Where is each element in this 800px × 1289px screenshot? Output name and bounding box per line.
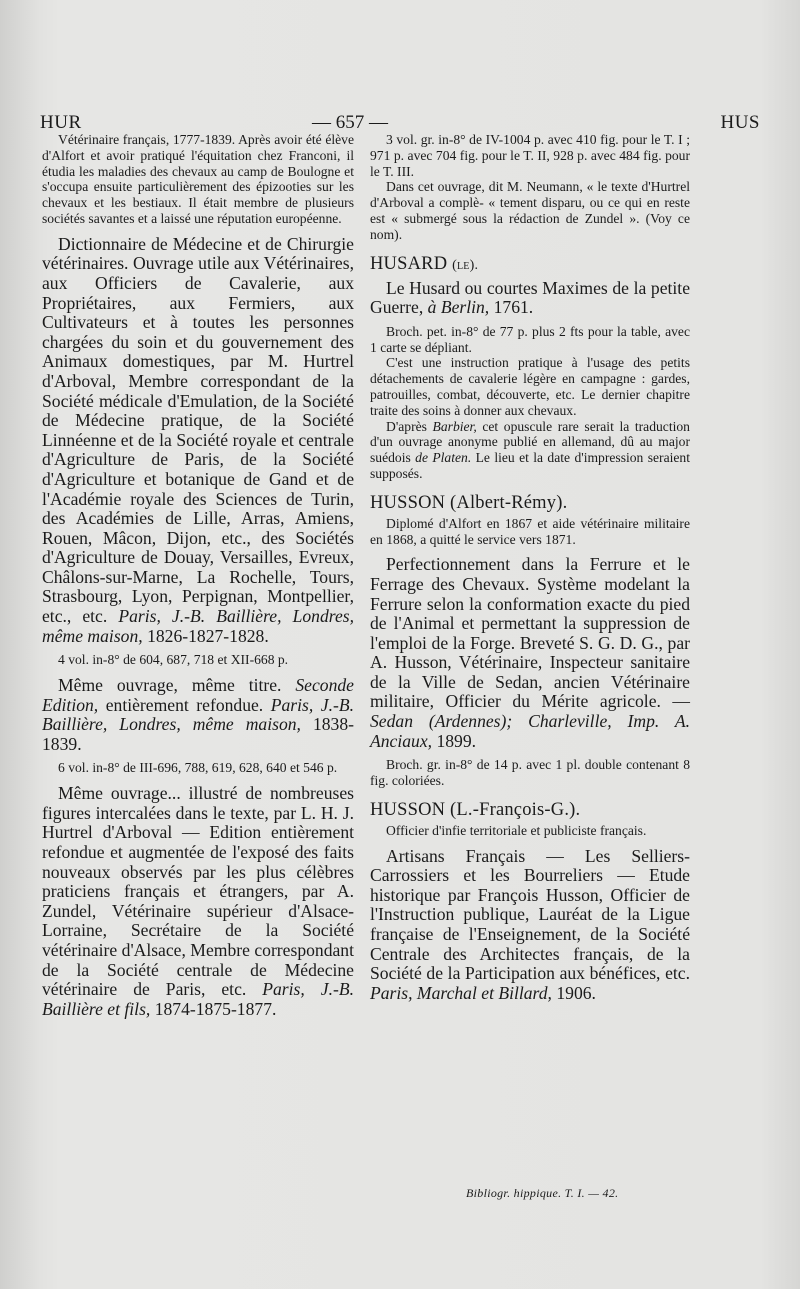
entry-illustre-publisher: Paris, J.-B. Baillière et fils, — [42, 979, 354, 1019]
entry-dictionnaire-description: 4 vol. in-8° de 604, 687, 718 et XII-668 p. — [58, 652, 289, 668]
right-column — [370, 132, 690, 1003]
entry-dictionnaire-years: 1826-1827-1828. — [142, 625, 269, 646]
hurtrel-biography: Vétérinaire français, 1777-1839. Après avoir été élève d'Alfort et avoir pratiqué l'équitation chez Franconi, il étudia les maladies des chevaux au camp de Boulogne et s'occupa ensuite particulièrement des épizooties sur les chevaux et les bestiaux. Il était membre de plusieurs sociétés savantes et a laissé une réputation européenne. — [42, 132, 354, 226]
entry-perfectionnement-year: 1899. — [432, 730, 477, 751]
entry-seconde-description: 6 vol. in-8° de III-696, 788, 619, 628, 640 et 546 p. — [58, 760, 338, 776]
entry-illustre-years: 1874-1875-1877. — [150, 998, 277, 1019]
entry-perfectionnement-title: Perfectionnement dans la Ferrure et le Ferrage des Chevaux. Système modelant la Ferrure selon la conformation exacte du pied de l'Animal et permettant la suppression de l'emploi de la Forge. Breveté S. G. D. G., par A. Husson, Vétérinaire, Inspecteur sanitaire de la Ville de Sedan, ancien Vétérinaire militaire, Officier du Mérite agricole. — — [370, 554, 690, 712]
husson-francois-biography: Officier d'infie territoriale et publiciste français. — [386, 822, 647, 838]
entry-husard-place: à Berlin, — [427, 297, 490, 318]
heading-husard-name: HUSARD — [370, 253, 448, 274]
header-right-guideword: HUS — [720, 112, 760, 133]
entry-seconde-edition-label: Seconde Edition, — [42, 675, 354, 715]
entry-seconde-edition — [42, 676, 354, 754]
left-column — [42, 132, 354, 1019]
husard-note-text-a: D'après — [386, 418, 433, 434]
entry-artisans-year: 1906. — [551, 982, 596, 1003]
heading-husard — [370, 253, 690, 277]
husard-note-author: Barbier, — [432, 418, 477, 434]
signature-footer: Bibliogr. hippique. T. I. — 42. — [466, 1186, 619, 1200]
entry-illustre-title: Même ouvrage... illustré de nombreuses figures intercalées dans le texte, par L. H. J. Hurtrel d'Arboval — Edition entièrement refondue et augmentée de l'exposé des faits nouveaux observés par les plus célèbres praticiens français et étrangers, par A. Zundel, Vétérinaire supérieur d'Alsace-Lorraine, Secrétaire de la Société vétérinaire d'Alsace, Membre correspondant de la Société centrale de Médecine vétérinaire de Paris, etc. — [42, 783, 354, 1000]
entry-illustre-description: 3 vol. gr. in-8° de IV-1004 p. avec 410 fig. pour le T. I ; 971 p. avec 704 fig. pour le T. II, 928 p. avec 484 fig. pour le T. III. — [370, 132, 690, 179]
header-left-guideword: HUR — [40, 112, 82, 133]
entry-artisans-title: Artisans Français — Les Selliers-Carrossiers et les Bourreliers — Etude historique par François Husson, Officier de l'Instruction publique, Lauréat de la Ligue française de l'Enseignement, de la Société Centrale des Architectes français, de la Société de la Participation aux bénéfices, etc. — [370, 845, 690, 984]
entry-seconde-title-cont: entièrement refondue. — [98, 694, 271, 715]
entry-perfectionnement-publisher: Sedan (Ardennes); Charleville, Imp. A. Anciaux, — [370, 711, 690, 751]
entry-artisans-francais — [370, 847, 690, 1004]
husard-note-barbier — [370, 419, 690, 482]
heading-husard-article: (le). — [452, 257, 479, 273]
entry-perfectionnement-description: Broch. gr. in-8° de 14 p. avec 1 pl. double contenant 8 fig. coloriées. — [370, 757, 690, 789]
entry-seconde-years: 1838-1839. — [42, 714, 354, 754]
entry-seconde-title: Même ouvrage, même titre. — [58, 675, 296, 696]
husard-note-text-b: cet opuscule rare serait la traduction d'un ouvrage anonyme publié en allemand, dû au major suédois — [370, 418, 690, 466]
page-number: — 657 — — [312, 112, 388, 133]
husard-note-text-c: Le lieu et la date d'impression seraient supposés. — [370, 450, 690, 481]
husard-note-instruction: C'est une instruction pratique à l'usage des petits détachements de cavalerie légère en campagne : gardes, patrouilles, combat, découverte, etc. Le dernier chapitre traite des soins à donner aux chevaux. — [370, 355, 690, 418]
entry-dictionnaire — [42, 235, 354, 646]
entry-husard-year: 1761. — [489, 297, 534, 318]
neumann-note: Dans cet ouvrage, dit M. Neumann, « le texte d'Hurtrel d'Arboval a complè- « tement disparu, ou ce qui en reste est « submergé sous la rédaction de Zundel ». (Voy ce nom). — [370, 179, 690, 242]
entry-artisans-publisher: Paris, Marchal et Billard, — [370, 982, 552, 1003]
husard-note-platen: de Platen. — [415, 450, 472, 466]
entry-illustre — [42, 784, 354, 1019]
entry-seconde-publisher: Paris, J.-B. Baillière, Londres, même maison, — [42, 694, 354, 735]
husson-albert-biography: Diplomé d'Alfort en 1867 et aide vétérinaire militaire en 1868, a quitté le service vers 1871. — [370, 515, 690, 547]
entry-dictionnaire-title: Dictionnaire de Médecine et de Chirurgie vétérinaires. Ouvrage utile aux Vétérinaires, aux Officiers de Cavalerie, aux Propriétaires, aux Fermiers, aux Cultivateurs et à toutes les personnes chargées du soin et du gouvernement des Animaux domestiques, par M. Hurtrel d'Arboval, Membre correspondant de la Société médicale d'Emulation, de la Société de Médecine pratique, de la Société Linnéenne et de la Société royale et centrale d'Agriculture de Paris, de la Société d'Agriculture et botanique de Gand et de l'Académie royale des Sciences de Turin, des Académies de Lille, Arras, Amiens, Rouen, Mâcon, Dijon, etc., des Sociétés d'Agriculture de Douay, Versailles, Evreux, Châlons-sur-Marne, La Rochelle, Tours, Strasbourg, Lyon, Perpignan, Montpellier, etc., etc. — [42, 233, 354, 627]
entry-husard-description: Broch. pet. in-8° de 77 p. plus 2 fts pour la table, avec 1 carte se dépliant. — [370, 323, 690, 355]
heading-husson-albert: HUSSON (Albert-Rémy). — [370, 492, 568, 513]
entry-husard — [370, 279, 690, 318]
entry-perfectionnement — [370, 555, 690, 751]
entry-dictionnaire-publisher: Paris, J.-B. Baillière, Londres, même maison, — [42, 606, 354, 646]
heading-husson-francois: HUSSON (L.-François-G.). — [370, 799, 581, 820]
entry-husard-title: Le Husard ou courtes Maximes de la petite Guerre, — [370, 277, 690, 318]
